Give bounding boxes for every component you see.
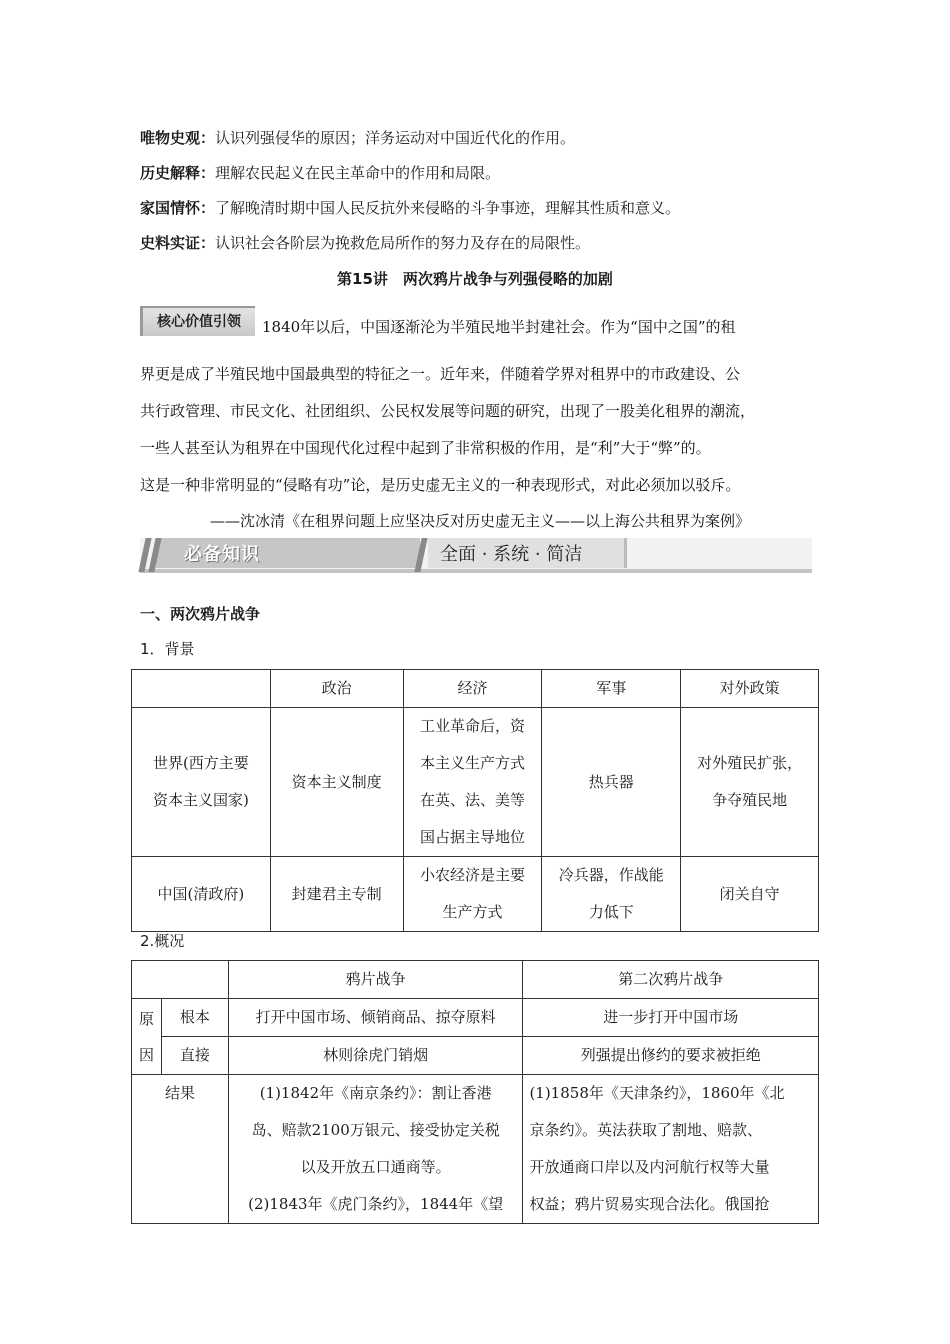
table-cell: 打开中国市场、倾销商品、掠夺原料 — [228, 999, 523, 1037]
table-cell: (1)1858年《天津条约》，1860年《北 京条约》。英法获取了割地、赔款、 开放通商口岸以及内河航行权等大量 权益；鸦片贸易实现合法化。俄国抢 — [523, 1075, 819, 1224]
table-cell: 林则徐虎门销烟 — [228, 1037, 523, 1075]
table-header-row — [132, 670, 819, 708]
section-heading: 一、两次鸦片战争 — [140, 605, 261, 623]
section-banner — [140, 538, 812, 572]
table-row — [132, 1037, 819, 1075]
table-cell: 冷兵器，作战能 力低下 — [542, 857, 681, 932]
table-cell: 工业革命后，资 本主义生产方式 在英、法、美等 国占据主导地位 — [403, 708, 542, 857]
background-table — [131, 669, 819, 932]
core-value-badge: 核心价值引领 — [140, 306, 255, 336]
header-cell — [132, 670, 271, 708]
core-value-line-1: 1840年以后，中国逐渐沦为半殖民地半封建社会。作为“国中之国”的租 — [262, 318, 736, 336]
table-cell: 直接 — [161, 1037, 228, 1075]
core-value-line-5: 这是一种非常明显的“侵略有功”论，是历史虚无主义的一种表现形式，对此必须加以驳斥。 — [140, 476, 741, 494]
header-cell: 军事 — [542, 670, 681, 708]
result-label-cell: 结果 — [132, 1075, 229, 1224]
overview-table — [131, 960, 819, 1224]
table-cell: 热兵器 — [542, 708, 681, 857]
table-cell: 对外殖民扩张， 争夺殖民地 — [681, 708, 819, 857]
core-value-line-3: 共行政管理、市民文化、社团组织、公民权发展等问题的研究，出现了一股美化租界的潮流， — [140, 402, 756, 420]
table-row — [132, 857, 819, 932]
table-cell: 小农经济是主要 生产方式 — [403, 857, 542, 932]
table-cell: 资本主义制度 — [270, 708, 403, 857]
lesson-title: 第15讲 两次鸦片战争与列强侵略的加剧 — [337, 270, 613, 288]
table-row — [132, 1075, 819, 1224]
literacy-line-3: 家国情怀：了解晚清时期中国人民反抗外来侵略的斗争事迹，理解其性质和意义。 — [140, 199, 681, 217]
core-value-line-4: 一些人甚至认为租界在中国现代化过程中起到了非常积极的作用，是“利”大于“弊”的。 — [140, 439, 711, 457]
table-cell: (1)1842年《南京条约》：割让香港 岛、赔款2100万银元、接受协定关税 以及开放五口通商等。 (2)1843年《虎门条约》，1844年《望 — [228, 1075, 523, 1224]
table-cell: 中国(清政府) — [132, 857, 271, 932]
table-cell: 闭关自守 — [681, 857, 819, 932]
header-cell — [132, 961, 229, 999]
cause-label-cell: 原 因 — [132, 999, 162, 1075]
header-cell: 政治 — [270, 670, 403, 708]
header-cell: 鸦片战争 — [228, 961, 523, 999]
header-cell: 经济 — [403, 670, 542, 708]
table-row — [132, 708, 819, 857]
literacy-line-4: 史料实证：认识社会各阶层为挽救危局所作的努力及存在的局限性。 — [140, 234, 591, 252]
table-cell: 世界(西方主要 资本主义国家) — [132, 708, 271, 857]
table-row — [132, 999, 819, 1037]
table-cell: 列强提出修约的要求被拒绝 — [523, 1037, 819, 1075]
table-cell: 封建君主专制 — [270, 857, 403, 932]
header-cell: 对外政策 — [681, 670, 819, 708]
overview-title: 2.概况 — [140, 932, 185, 950]
literacy-line-1: 唯物史观：认识列强侵华的原因；洋务运动对中国近代化的作用。 — [140, 129, 576, 147]
table-cell: 根本 — [161, 999, 228, 1037]
banner-label-knowledge: 必备知识 — [184, 544, 260, 565]
core-value-line-2: 界更是成了半殖民地中国最典型的特征之一。近年来，伴随着学界对租界中的市政建设、公 — [140, 365, 741, 383]
literacy-line-2: 历史解释：理解农民起义在民主革命中的作用和局限。 — [140, 164, 501, 182]
core-value-source: ——沈冰清《在租界问题上应坚决反对历史虚无主义——以上海公共租界为案例》 — [210, 512, 751, 530]
table-cell: 进一步打开中国市场 — [523, 999, 819, 1037]
header-cell: 第二次鸦片战争 — [523, 961, 819, 999]
background-title: 1．背景 — [140, 640, 195, 658]
table-header-row — [132, 961, 819, 999]
banner-label-summary: 全面 · 系统 · 简洁 — [440, 544, 583, 565]
